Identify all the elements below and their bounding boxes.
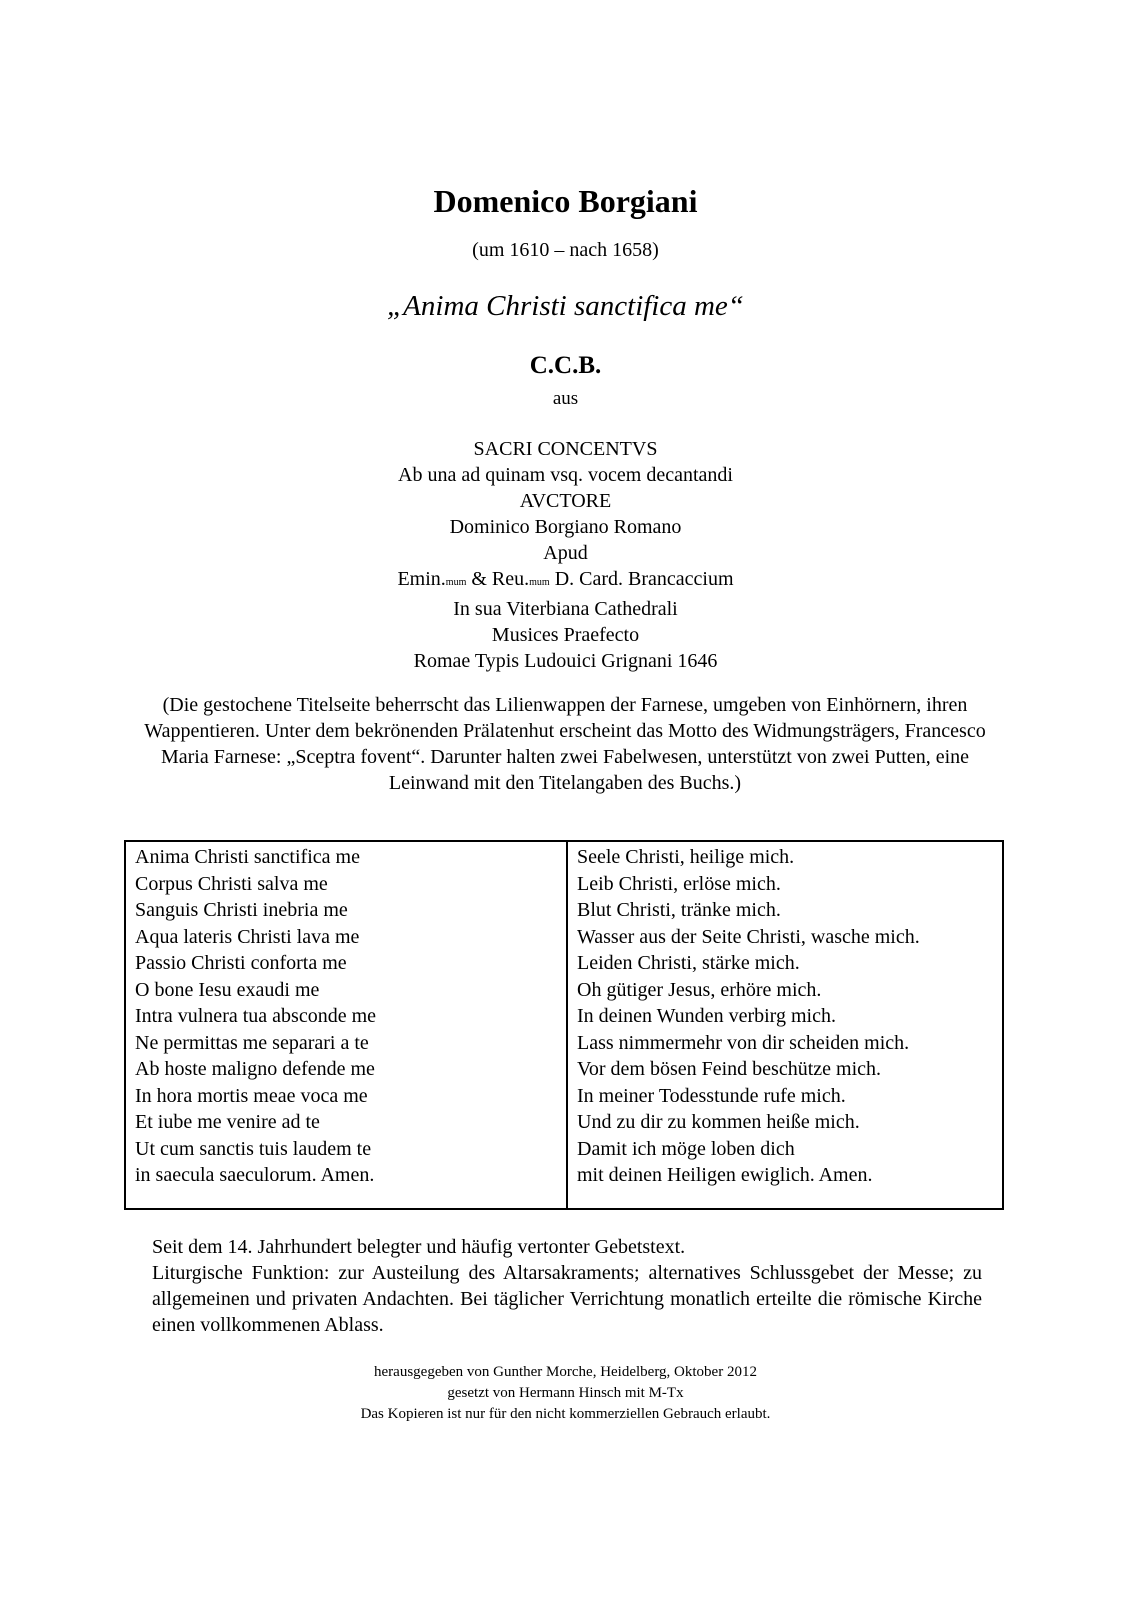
latin-line: Aqua lateris Christi lava me xyxy=(135,925,360,948)
title-page-line: Dominico Borgiano Romano xyxy=(449,516,682,538)
work-title: „Anima Christi sanctifica me“ xyxy=(387,290,744,322)
latin-line: O bone Iesu exaudi me xyxy=(135,978,320,1001)
german-line: Blut Christi, tränke mich. xyxy=(577,899,781,921)
german-line: Oh gütiger Jesus, erhöre mich. xyxy=(577,978,822,1001)
german-line: In meiner Todesstunde rufe mich. xyxy=(577,1084,846,1107)
typesetter-line: gesetzt von Hermann Hinsch mit M-Tx xyxy=(447,1385,684,1401)
latin-line: Ne permittas me separari a te xyxy=(135,1031,369,1054)
title-page-description: (Die gestochene Titelseite beherrscht das Lilienwappen der Farnese, umgeben von Einhörnern, ihren Wappentieren. Unter dem bekrönenden Prälatenhut erscheint das Motto des Widmungsträgers, Francesco Maria Farnese: „Sceptra fovent“. Darunter halten zwei Fabelwesen, unterstützt von zwei Putten, eine Leinwand mit den Titelangaben des Buchs.) xyxy=(144,694,986,794)
copyright-line: Das Kopieren ist nur für den nicht kommerziellen Gebrauch erlaubt. xyxy=(360,1406,771,1422)
title-page-line: AVCTORE xyxy=(519,490,612,512)
dedicatee-part: Emin. xyxy=(397,568,446,590)
title-page-line: In sua Viterbiana Cathedrali xyxy=(453,598,678,620)
german-line: Leiden Christi, stärke mich. xyxy=(577,952,800,974)
german-line: Lass nimmermehr von dir scheiden mich. xyxy=(577,1031,910,1054)
title-page-line: SACRI CONCENTVS xyxy=(473,438,658,460)
title-page-line-dedicatee xyxy=(0,566,1131,596)
german-line: Und zu dir zu kommen heiße mich. xyxy=(577,1111,860,1133)
composer-name: Domenico Borgiani xyxy=(433,183,698,219)
title-page-line: Ab una ad quinam vsq. vocem decantandi xyxy=(398,464,733,486)
title-page-line: Apud xyxy=(543,542,588,564)
latin-line: In hora mortis meae voca me xyxy=(135,1084,368,1107)
latin-line: Anima Christi sanctifica me xyxy=(135,846,360,868)
dedicatee-part: D. Card. Brancaccium xyxy=(549,568,734,590)
german-line: Wasser aus der Seite Christi, wasche mich. xyxy=(577,925,920,948)
source-title-page xyxy=(0,436,1131,674)
german-line: mit deinen Heiligen ewiglich. Amen. xyxy=(577,1164,873,1186)
german-line: Damit ich möge loben dich xyxy=(577,1137,795,1160)
commentary-line: Seit dem 14. Jahrhundert belegter und häufig vertonter Gebetstext. xyxy=(152,1236,686,1258)
latin-line: Intra vulnera tua absconde me xyxy=(135,1005,377,1027)
title-page-line: Romae Typis Ludouici Grignani 1646 xyxy=(413,650,718,672)
german-line: Vor dem bösen Feind beschütze mich. xyxy=(577,1058,882,1080)
latin-line: Ut cum sanctis tuis laudem te xyxy=(135,1137,372,1160)
dedicatee-abbrev: mum xyxy=(529,577,550,588)
voice-scoring: C.C.B. xyxy=(529,352,602,379)
german-line: In deinen Wunden verbirg mich. xyxy=(577,1005,836,1027)
german-line: Leib Christi, erlöse mich. xyxy=(577,872,781,895)
commentary-paragraph: Liturgische Funktion: zur Austeilung des Altarsakraments; alternatives Schlussgebet der Messe; zu allgemeinen und privaten Andachten. Bei täglicher Verrichtung monatlich erteilte die römische Kirche einen vollkommenen Ablass. xyxy=(152,1262,982,1336)
german-line: Seele Christi, heilige mich. xyxy=(577,846,795,868)
latin-line: in saecula saeculorum. Amen. xyxy=(135,1164,375,1186)
latin-line: Ab hoste maligno defende me xyxy=(135,1058,375,1080)
edition-credits xyxy=(0,1362,1131,1425)
german-translation-column xyxy=(577,844,920,1189)
dedicatee-part: & Reu. xyxy=(466,568,530,590)
title-page-line: Musices Praefecto xyxy=(491,624,640,646)
latin-line: Corpus Christi salva me xyxy=(135,872,328,895)
latin-line: Sanguis Christi inebria me xyxy=(135,899,348,921)
commentary xyxy=(152,1234,982,1338)
editor-line: herausgegeben von Gunther Morche, Heidelberg, Oktober 2012 xyxy=(374,1364,757,1380)
latin-line: Passio Christi conforta me xyxy=(135,952,347,974)
composer-dates: (um 1610 – nach 1658) xyxy=(472,239,659,261)
source-intro: aus xyxy=(552,388,579,409)
latin-text-column xyxy=(135,844,376,1189)
column-divider xyxy=(566,842,568,1208)
dedicatee-abbrev: mum xyxy=(445,577,467,588)
text-translation-table xyxy=(124,840,1004,1210)
latin-line: Et iube me venire ad te xyxy=(135,1111,320,1133)
